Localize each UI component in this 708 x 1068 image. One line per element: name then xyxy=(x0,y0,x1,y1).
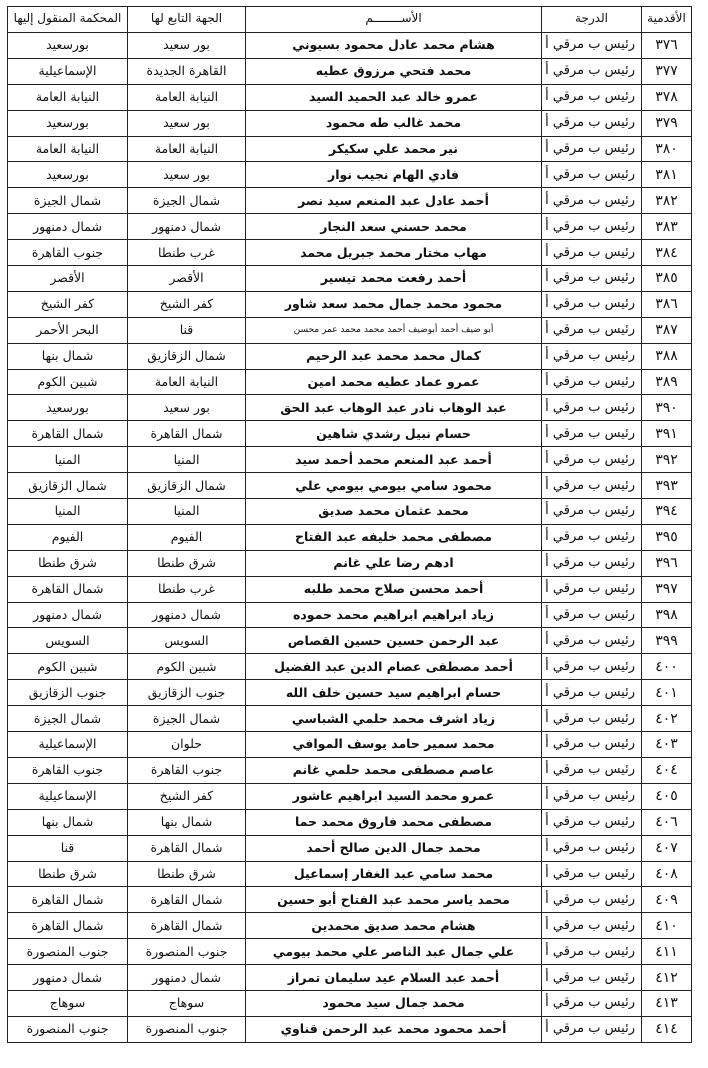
court-cell: كفر الشيخ xyxy=(8,291,128,317)
table-row xyxy=(8,240,692,266)
grade-cell: رئيس ب مرقي أ xyxy=(542,473,642,499)
grade-cell: رئيس ب مرقي أ xyxy=(542,990,642,1016)
grade-cell: رئيس ب مرقي أ xyxy=(542,628,642,654)
name-cell: محمد ياسر محمد عبد الفتاح أبو حسين xyxy=(246,887,542,913)
court-cell: شمال الزقازيق xyxy=(8,473,128,499)
department-cell: غرب طنطا xyxy=(128,240,246,266)
court-cell: الفيوم xyxy=(8,524,128,550)
header-name: الأســــــــم xyxy=(246,7,542,33)
name-cell: حسام ابراهيم سيد حسين خلف الله xyxy=(246,680,542,706)
department-cell: جنوب المنصورة xyxy=(128,1016,246,1042)
name-cell: مهاب مختار محمد جبريل محمد xyxy=(246,240,542,266)
name-cell: عمرو عماد عطيه محمد امين xyxy=(246,369,542,395)
table-row xyxy=(8,654,692,680)
court-cell: السويس xyxy=(8,628,128,654)
grade-cell: رئيس ب مرقي أ xyxy=(542,809,642,835)
department-cell: شرق طنطا xyxy=(128,861,246,887)
table-row xyxy=(8,58,692,84)
court-cell: قنا xyxy=(8,835,128,861)
name-cell: أحمد عبد السلام عيد سليمان تمراز xyxy=(246,965,542,991)
seniority-cell: ٣٨٩ xyxy=(642,369,692,395)
seniority-cell: ٣٧٨ xyxy=(642,84,692,110)
table-row xyxy=(8,576,692,602)
seniority-cell: ٣٨٣ xyxy=(642,214,692,240)
name-cell: محمد فتحي مرزوق عطيه xyxy=(246,58,542,84)
court-cell: شبين الكوم xyxy=(8,654,128,680)
header-department: الجهة التابع لها xyxy=(128,7,246,33)
table-row xyxy=(8,680,692,706)
court-cell: شمال القاهرة xyxy=(8,421,128,447)
court-cell: جنوب القاهرة xyxy=(8,757,128,783)
court-cell: شمال القاهرة xyxy=(8,576,128,602)
seniority-cell: ٤١٤ xyxy=(642,1016,692,1042)
grade-cell: رئيس ب مرقي أ xyxy=(542,576,642,602)
table-row xyxy=(8,602,692,628)
court-cell: بورسعيد xyxy=(8,33,128,59)
department-cell: شمال بنها xyxy=(128,809,246,835)
department-cell: بور سعيد xyxy=(128,162,246,188)
table-row xyxy=(8,317,692,343)
name-cell: محمد حسني سعد النجار xyxy=(246,214,542,240)
seniority-cell: ٣٧٧ xyxy=(642,58,692,84)
seniority-cell: ٣٨١ xyxy=(642,162,692,188)
seniority-cell: ٤٠٨ xyxy=(642,861,692,887)
table-row xyxy=(8,1016,692,1042)
grade-cell: رئيس ب مرقي أ xyxy=(542,757,642,783)
court-cell: بورسعيد xyxy=(8,395,128,421)
court-cell: جنوب المنصورة xyxy=(8,939,128,965)
table-header-row xyxy=(8,7,692,33)
name-cell: عبد الوهاب نادر عبد الوهاب عبد الحق xyxy=(246,395,542,421)
department-cell: الفيوم xyxy=(128,524,246,550)
grade-cell: رئيس ب مرقي أ xyxy=(542,162,642,188)
grade-cell: رئيس ب مرقي أ xyxy=(542,33,642,59)
table-row xyxy=(8,524,692,550)
court-cell: البحر الأحمر xyxy=(8,317,128,343)
name-cell: أحمد عبد المنعم محمد أحمد سيد xyxy=(246,447,542,473)
table-row xyxy=(8,33,692,59)
table-row xyxy=(8,913,692,939)
seniority-cell: ٤٠٢ xyxy=(642,706,692,732)
department-cell: النيابة العامة xyxy=(128,369,246,395)
grade-cell: رئيس ب مرقي أ xyxy=(542,602,642,628)
grade-cell: رئيس ب مرقي أ xyxy=(542,447,642,473)
grade-cell: رئيس ب مرقي أ xyxy=(542,240,642,266)
table-row xyxy=(8,887,692,913)
table-row xyxy=(8,757,692,783)
seniority-cell: ٣٧٦ xyxy=(642,33,692,59)
grade-cell: رئيس ب مرقي أ xyxy=(542,524,642,550)
court-cell: الأقصر xyxy=(8,266,128,292)
court-cell: شمال الجيزة xyxy=(8,188,128,214)
department-cell: النيابة العامة xyxy=(128,84,246,110)
grade-cell: رئيس ب مرقي أ xyxy=(542,188,642,214)
table-row xyxy=(8,550,692,576)
department-cell: بور سعيد xyxy=(128,395,246,421)
name-cell: محمد غالب طه محمود xyxy=(246,110,542,136)
court-cell: شمال دمنهور xyxy=(8,602,128,628)
seniority-cell: ٤١٠ xyxy=(642,913,692,939)
table-row xyxy=(8,136,692,162)
header-court: المحكمة المنقول إليها xyxy=(8,7,128,33)
grade-cell: رئيس ب مرقي أ xyxy=(542,343,642,369)
name-cell: أحمد مصطفى عصام الدين عبد الفضيل xyxy=(246,654,542,680)
department-cell: شمال دمنهور xyxy=(128,214,246,240)
department-cell: شمال الجيزة xyxy=(128,188,246,214)
court-cell: المنيا xyxy=(8,499,128,525)
grade-cell: رئيس ب مرقي أ xyxy=(542,110,642,136)
court-cell: شرق طنطا xyxy=(8,550,128,576)
court-cell: جنوب القاهرة xyxy=(8,240,128,266)
table-row xyxy=(8,628,692,654)
table-row xyxy=(8,421,692,447)
grade-cell: رئيس ب مرقي أ xyxy=(542,421,642,447)
court-cell: النيابة العامة xyxy=(8,84,128,110)
department-cell: شمال الزقازيق xyxy=(128,473,246,499)
seniority-cell: ٣٩٧ xyxy=(642,576,692,602)
grade-cell: رئيس ب مرقي أ xyxy=(542,732,642,758)
department-cell: كفر الشيخ xyxy=(128,291,246,317)
department-cell: بور سعيد xyxy=(128,110,246,136)
department-cell: كفر الشيخ xyxy=(128,783,246,809)
department-cell: جنوب الزقازيق xyxy=(128,680,246,706)
seniority-cell: ٤٠١ xyxy=(642,680,692,706)
name-cell: محمد عثمان محمد صديق xyxy=(246,499,542,525)
court-cell: بورسعيد xyxy=(8,110,128,136)
seniority-cell: ٣٩٠ xyxy=(642,395,692,421)
table-row xyxy=(8,965,692,991)
seniority-cell: ٣٨٥ xyxy=(642,266,692,292)
seniority-cell: ٣٩٨ xyxy=(642,602,692,628)
seniority-cell: ٤٠٠ xyxy=(642,654,692,680)
seniority-cell: ٤٠٩ xyxy=(642,887,692,913)
court-cell: شرق طنطا xyxy=(8,861,128,887)
name-cell: فادي الهام نجيب نوار xyxy=(246,162,542,188)
grade-cell: رئيس ب مرقي أ xyxy=(542,783,642,809)
court-cell: الإسماعيلية xyxy=(8,783,128,809)
table-row xyxy=(8,214,692,240)
court-cell: شمال القاهرة xyxy=(8,913,128,939)
grade-cell: رئيس ب مرقي أ xyxy=(542,654,642,680)
department-cell: الأقصر xyxy=(128,266,246,292)
name-cell: محمد جمال الدين صالح أحمد xyxy=(246,835,542,861)
name-cell: عبد الرحمن حسين حسين القصاص xyxy=(246,628,542,654)
name-cell: محمد سامي عبد الغفار إسماعيل xyxy=(246,861,542,887)
table-row xyxy=(8,369,692,395)
grade-cell: رئيس ب مرقي أ xyxy=(542,680,642,706)
grade-cell: رئيس ب مرقي أ xyxy=(542,887,642,913)
table-row xyxy=(8,809,692,835)
department-cell: غرب طنطا xyxy=(128,576,246,602)
table-row xyxy=(8,783,692,809)
seniority-cell: ٣٨٠ xyxy=(642,136,692,162)
grade-cell: رئيس ب مرقي أ xyxy=(542,395,642,421)
department-cell: شمال دمنهور xyxy=(128,965,246,991)
seniority-cell: ٤٠٦ xyxy=(642,809,692,835)
seniority-cell: ٣٨٧ xyxy=(642,317,692,343)
seniority-cell: ٤١١ xyxy=(642,939,692,965)
table-row xyxy=(8,110,692,136)
department-cell: سوهاج xyxy=(128,990,246,1016)
name-cell: أحمد رفعت محمد تيسير xyxy=(246,266,542,292)
department-cell: المنيا xyxy=(128,447,246,473)
name-cell: محمود محمد جمال محمد سعد شاور xyxy=(246,291,542,317)
name-cell: أحمد محمود محمد عبد الرحمن قناوي xyxy=(246,1016,542,1042)
seniority-cell: ٣٩٤ xyxy=(642,499,692,525)
department-cell: شمال القاهرة xyxy=(128,913,246,939)
name-cell: هشام محمد عادل محمود بسيوني xyxy=(246,33,542,59)
department-cell: شمال الزقازيق xyxy=(128,343,246,369)
grade-cell: رئيس ب مرقي أ xyxy=(542,550,642,576)
table-row xyxy=(8,990,692,1016)
name-cell: محمد سمير حامد يوسف الموافي xyxy=(246,732,542,758)
seniority-cell: ٤٠٧ xyxy=(642,835,692,861)
name-cell: عاصم مصطفى محمد حلمي غانم xyxy=(246,757,542,783)
court-cell: سوهاج xyxy=(8,990,128,1016)
table-row xyxy=(8,706,692,732)
table-row xyxy=(8,162,692,188)
grade-cell: رئيس ب مرقي أ xyxy=(542,965,642,991)
department-cell: شمال الجيزة xyxy=(128,706,246,732)
grade-cell: رئيس ب مرقي أ xyxy=(542,317,642,343)
department-cell: القاهرة الجديدة xyxy=(128,58,246,84)
table-row xyxy=(8,343,692,369)
name-cell: محمود سامي بيومي بيومي علي xyxy=(246,473,542,499)
court-cell: بورسعيد xyxy=(8,162,128,188)
seniority-cell: ٤٠٤ xyxy=(642,757,692,783)
seniority-cell: ٣٩٢ xyxy=(642,447,692,473)
seniority-cell: ٣٩٩ xyxy=(642,628,692,654)
seniority-cell: ٤٠٣ xyxy=(642,732,692,758)
department-cell: النيابة العامة xyxy=(128,136,246,162)
department-cell: شمال القاهرة xyxy=(128,835,246,861)
seniority-cell: ٣٩٥ xyxy=(642,524,692,550)
seniority-cell: ٣٧٩ xyxy=(642,110,692,136)
seniority-cell: ٤٠٥ xyxy=(642,783,692,809)
table-row xyxy=(8,732,692,758)
header-grade: الدرجة xyxy=(542,7,642,33)
name-cell: مصطفى محمد خليفه عبد الفتاح xyxy=(246,524,542,550)
department-cell: بور سعيد xyxy=(128,33,246,59)
court-cell: جنوب المنصورة xyxy=(8,1016,128,1042)
court-cell: المنيا xyxy=(8,447,128,473)
grade-cell: رئيس ب مرقي أ xyxy=(542,499,642,525)
name-cell: مصطفى محمد فاروق محمد حما xyxy=(246,809,542,835)
table-row xyxy=(8,188,692,214)
table-row xyxy=(8,266,692,292)
grade-cell: رئيس ب مرقي أ xyxy=(542,291,642,317)
grade-cell: رئيس ب مرقي أ xyxy=(542,84,642,110)
court-cell: شمال دمنهور xyxy=(8,214,128,240)
table-row xyxy=(8,447,692,473)
department-cell: شرق طنطا xyxy=(128,550,246,576)
name-cell: كمال محمد محمد عبد الرحيم xyxy=(246,343,542,369)
court-cell: شمال القاهرة xyxy=(8,887,128,913)
name-cell: حسام نبيل رشدي شاهين xyxy=(246,421,542,447)
name-cell: عمرو خالد عبد الحميد السيد xyxy=(246,84,542,110)
grade-cell: رئيس ب مرقي أ xyxy=(542,214,642,240)
grade-cell: رئيس ب مرقي أ xyxy=(542,58,642,84)
grade-cell: رئيس ب مرقي أ xyxy=(542,939,642,965)
seniority-cell: ٣٨٢ xyxy=(642,188,692,214)
name-cell: علي جمال عبد الناصر علي محمد بيومي xyxy=(246,939,542,965)
table-row xyxy=(8,861,692,887)
table-body xyxy=(8,33,692,1043)
grade-cell: رئيس ب مرقي أ xyxy=(542,835,642,861)
court-cell: جنوب الزقازيق xyxy=(8,680,128,706)
department-cell: جنوب المنصورة xyxy=(128,939,246,965)
grade-cell: رئيس ب مرقي أ xyxy=(542,1016,642,1042)
department-cell: قنا xyxy=(128,317,246,343)
table-row xyxy=(8,835,692,861)
seniority-cell: ٤١٣ xyxy=(642,990,692,1016)
table-row xyxy=(8,395,692,421)
court-cell: شبين الكوم xyxy=(8,369,128,395)
name-cell: هشام محمد صديق محمدين xyxy=(246,913,542,939)
name-cell: أبو ضيف أحمد أبوضيف أحمد محمد محمد عمر محسن xyxy=(246,317,542,343)
grade-cell: رئيس ب مرقي أ xyxy=(542,913,642,939)
name-cell: نير محمد علي سكيكر xyxy=(246,136,542,162)
department-cell: المنيا xyxy=(128,499,246,525)
court-cell: الإسماعيلية xyxy=(8,732,128,758)
header-seniority: الأقدمية xyxy=(642,7,692,33)
department-cell: جنوب القاهرة xyxy=(128,757,246,783)
department-cell: حلوان xyxy=(128,732,246,758)
court-cell: النيابة العامة xyxy=(8,136,128,162)
name-cell: زياد اشرف محمد حلمي الشباسي xyxy=(246,706,542,732)
grade-cell: رئيس ب مرقي أ xyxy=(542,706,642,732)
grade-cell: رئيس ب مرقي أ xyxy=(542,266,642,292)
department-cell: شمال دمنهور xyxy=(128,602,246,628)
name-cell: أحمد عادل عبد المنعم سيد نصر xyxy=(246,188,542,214)
court-cell: الإسماعيلية xyxy=(8,58,128,84)
grade-cell: رئيس ب مرقي أ xyxy=(542,136,642,162)
court-cell: شمال بنها xyxy=(8,343,128,369)
table-row xyxy=(8,939,692,965)
table-row xyxy=(8,291,692,317)
table-row xyxy=(8,499,692,525)
seniority-cell: ٤١٢ xyxy=(642,965,692,991)
seniority-cell: ٣٨٨ xyxy=(642,343,692,369)
seniority-cell: ٣٩٦ xyxy=(642,550,692,576)
seniority-cell: ٣٨٦ xyxy=(642,291,692,317)
department-cell: شمال القاهرة xyxy=(128,421,246,447)
grade-cell: رئيس ب مرقي أ xyxy=(542,369,642,395)
transfer-list-sheet xyxy=(8,6,692,1043)
transfer-table xyxy=(7,6,692,1043)
table-row xyxy=(8,84,692,110)
name-cell: عمرو محمد السيد ابراهيم عاشور xyxy=(246,783,542,809)
seniority-cell: ٣٩٣ xyxy=(642,473,692,499)
table-row xyxy=(8,473,692,499)
department-cell: شمال القاهرة xyxy=(128,887,246,913)
seniority-cell: ٣٩١ xyxy=(642,421,692,447)
name-cell: زياد ابراهيم ابراهيم محمد حموده xyxy=(246,602,542,628)
name-cell: ادهم رضا علي غانم xyxy=(246,550,542,576)
court-cell: شمال بنها xyxy=(8,809,128,835)
grade-cell: رئيس ب مرقي أ xyxy=(542,861,642,887)
department-cell: شبين الكوم xyxy=(128,654,246,680)
name-cell: محمد جمال سيد محمود xyxy=(246,990,542,1016)
seniority-cell: ٣٨٤ xyxy=(642,240,692,266)
name-cell: أحمد محسن صلاح محمد طلبه xyxy=(246,576,542,602)
court-cell: شمال دمنهور xyxy=(8,965,128,991)
department-cell: السويس xyxy=(128,628,246,654)
court-cell: شمال الجيزة xyxy=(8,706,128,732)
